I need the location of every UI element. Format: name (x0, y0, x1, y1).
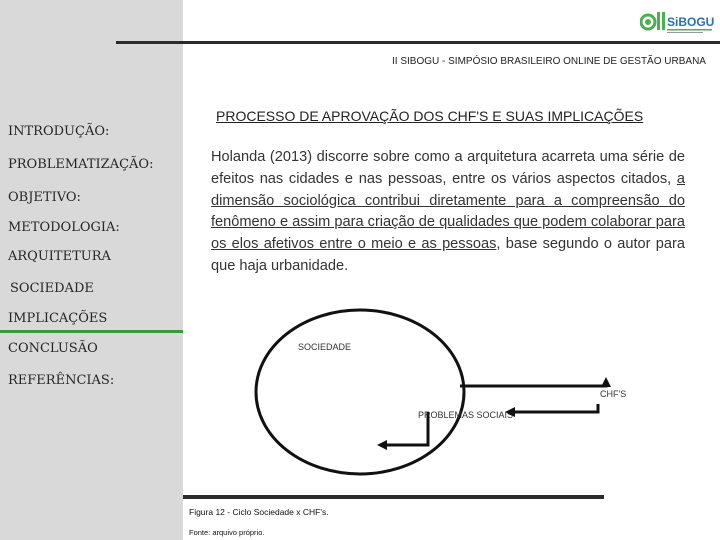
figure-divider (183, 495, 604, 499)
arrow-to-chfs (460, 380, 606, 386)
figure-source: Fonte: arquivo próprio. (189, 528, 265, 537)
sidebar-item-referencias[interactable]: REFERÊNCIAS: (8, 373, 115, 388)
header-divider (116, 41, 720, 44)
arrow-from-chfs (508, 404, 598, 412)
logo-text: SiBOGU (667, 15, 715, 29)
label-chfs: CHF'S (600, 389, 627, 399)
sidebar-item-metodologia[interactable]: METODOLOGIA: (8, 220, 120, 235)
sidebar (0, 0, 183, 540)
sidebar-item-introducao[interactable]: INTRODUÇÃO: (8, 124, 110, 139)
page-title: PROCESSO DE APROVAÇÃO DOS CHF'S E SUAS IMPLICAÇÕES (216, 108, 644, 124)
sidebar-item-conclusao[interactable]: CONCLUSÃO (8, 341, 98, 356)
sidebar-item-arquitetura[interactable]: ARQUITETURA (8, 249, 111, 264)
paragraph-part-2-underlined: a dimensão sociológica contribui diretamente para a compreensão do fenômeno e assim para criação de qualidades que podem colaborar para os elos afetivos entre o meio e as pessoas (211, 170, 685, 253)
sidebar-item-implicacoes[interactable]: IMPLICAÇÕES (8, 311, 108, 326)
label-sociedade: SOCIEDADE (298, 342, 352, 352)
sidebar-item-sociedade[interactable]: SOCIEDADE (10, 281, 94, 296)
body-paragraph (211, 147, 685, 278)
figure-caption: Figura 12 - Ciclo Sociedade x CHF's. (189, 507, 329, 517)
sidebar-accent-line (0, 330, 183, 333)
society-circle (256, 310, 464, 474)
event-header: II SIBOGU - SIMPÓSIO BRASILEIRO ONLINE DE GESTÃO URBANA (392, 56, 706, 67)
paragraph-part-1: Holanda (2013) discorre sobre como a arquitetura acarreta uma série de efeitos nas cidades e nas pessoas, entre os vários aspectos citados, (211, 149, 685, 187)
paragraph-part-3: , base segundo o autor para que haja urbanidade. (211, 236, 685, 274)
sidebar-item-problematizacao[interactable]: PROBLEMATIZAÇÃO: (8, 157, 154, 172)
cycle-diagram (250, 300, 650, 490)
sibogu-logo (640, 4, 716, 38)
sidebar-item-objetivo[interactable]: OBJETIVO: (8, 190, 81, 205)
label-problemas-sociais: PROBLEMAS SOCIAIS (418, 410, 514, 420)
